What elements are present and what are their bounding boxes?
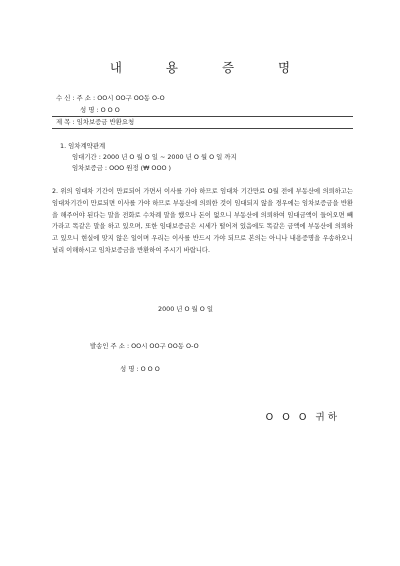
recipient-address: 수 신 : 주 소 : OO시 OO구 OO동 O-O — [56, 94, 165, 102]
sender-name: 성 명 : O O O — [120, 365, 160, 373]
lease-period: 임대기간 : 2000 년 O 월 O 일 ~ 2000 년 O 월 O 일 까지 — [72, 153, 237, 161]
subject-line: 제 목 : 임차보증금 반환요청 — [56, 118, 135, 126]
lease-deposit: 임차보증금 : OOO 원정 (₩ OOO ) — [72, 164, 172, 172]
sender-address: 발송인 주 소 : OO시 OO구 OO동 O-O — [90, 342, 199, 350]
recipient-name: 성 명 : O O O — [80, 106, 120, 114]
header-divider-top — [52, 116, 353, 117]
request-body: 2. 위의 임대차 기간이 만료되어 가면서 이사를 가야 하므로 임대차 기간만료 O월 전에 부동산에 의뢰하고는 임대차기간이 만료되면 이사를 가야 하므로 부동산에 의뢰한 것이 임대되지 않을 경우에는 임차보증금을 반환을 해주어야 된다는 말을 전화로 수차례 말을 했으나 돈이 없으니 부동산에 의뢰하여 임대금액이 들어오면 빼가라고 똑같은 말을 하고 있으며, 또한 임대보증금은 시세가 떨어져 있음에도 똑같은 금액에 부동산에 의뢰하고 있으니 현실에 맞지 않은 일이며 우리는 이사를 반드시 가야 되므로 본의는 아니나 내용증명을 우송하오니 널리 이해하시고 임차보증금을 반환하여 주시기 바랍니다. — [52, 188, 353, 254]
addressee-closing: O O O 귀하 — [265, 412, 340, 423]
header-divider-bottom — [52, 128, 353, 129]
document-title: 내 용 증 명 — [109, 60, 311, 75]
section1-heading: 1. 임차계약관계 — [60, 142, 106, 150]
document-date: 2000 년 O 월 O 일 — [158, 305, 214, 313]
